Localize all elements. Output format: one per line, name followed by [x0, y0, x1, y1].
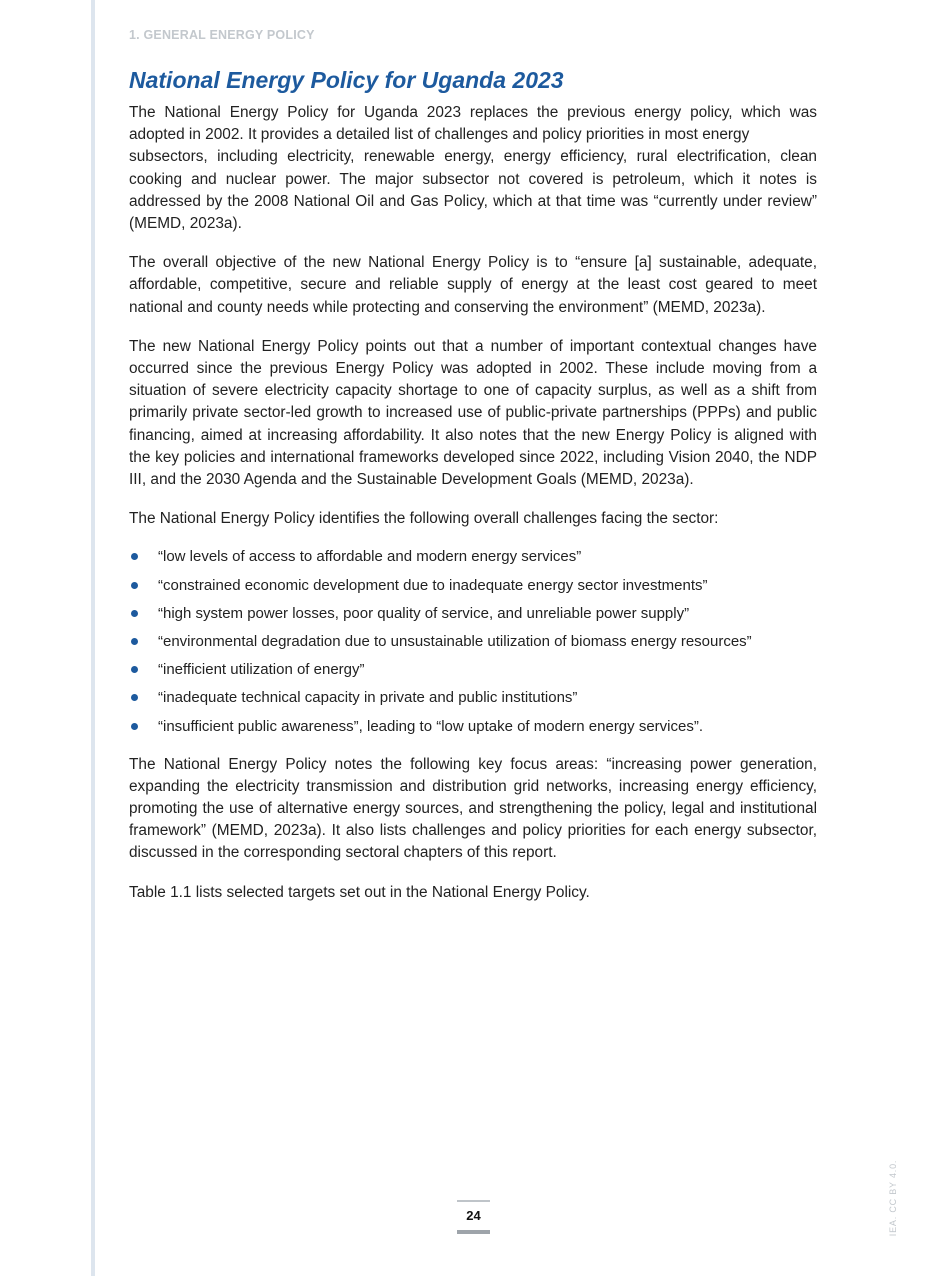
bullet-dot-icon: [131, 666, 138, 673]
bullet-dot-icon: [131, 694, 138, 701]
paragraph-challenges-intro: The National Energy Policy identifies the following overall challenges facing the sector:: [129, 510, 719, 528]
list-item: [129, 717, 817, 736]
bullet-dot-icon: [131, 610, 138, 617]
paragraph-intro-part-2: subsectors, including electricity, renewable energy, energy efficiency, rural electrification, clean cooking and nuclear power. The major subsector not covered is petroleum, which it notes is addressed by the 2008 National Oil and Gas Policy, which at that time was “currently under review” (MEMD, 2023a).: [129, 148, 817, 233]
challenges-list: [129, 547, 817, 735]
list-item-text: “environmental degradation due to unsustainable utilization of biomass energy resources”: [158, 633, 752, 651]
bullet-dot-icon: [131, 553, 138, 560]
paragraph-focus-areas: The National Energy Policy notes the following key focus areas: “increasing power generation, expanding the electricity transmission and distribution grid networks, increasing energy efficiency, promoting the use of alternative energy sources, and strengthening the policy, legal and institutional framework” (MEMD, 2023a). It also lists challenges and policy priorities for each energy subsector, discussed in the corresponding sectoral chapters of this report.: [129, 755, 817, 862]
list-item-text: “inadequate technical capacity in private and public institutions”: [158, 689, 578, 707]
list-item: [129, 660, 817, 679]
bullet-dot-icon: [131, 638, 138, 645]
list-item-text: “high system power losses, poor quality of service, and unreliable power supply”: [158, 604, 690, 622]
list-item-text: “low levels of access to affordable and modern energy services”: [158, 548, 582, 566]
list-item-text: “inefficient utilization of energy”: [158, 661, 365, 679]
bullet-dot-icon: [131, 582, 138, 589]
bullet-dot-icon: [131, 723, 138, 730]
list-item: [129, 547, 817, 566]
copyright-notice: IEA. CC BY 4.0.: [888, 1159, 898, 1237]
section-header: 1. GENERAL ENERGY POLICY: [129, 28, 315, 42]
list-item-text: “constrained economic development due to inadequate energy sector investments”: [158, 576, 708, 594]
list-item: [129, 576, 817, 595]
paragraph-contextual-changes: The new National Energy Policy points out that a number of important contextual changes have occurred since the previous Energy Policy was adopted in 2002. These include moving from a situation of severe electricity capacity shortage to one of capacity surplus, as well as a shift from primarily private sector-led growth to increased use of public-private partnerships (PPPs) and public financing, aimed at increasing affordability. It also notes that the new Energy Policy is aligned with the key policies and international frameworks developed since 2022, including Vision 2040, the NDP III, and the 2030 Agenda and the Sustainable Development Goals (MEMD, 2023a).: [129, 337, 817, 489]
paragraph-intro-part-1: The National Energy Policy for Uganda 2023 replaces the previous energy policy, which was adopted in 2002. It provides a detailed list of challenges and policy priorities in most energy: [129, 104, 817, 144]
paragraph-table-reference: Table 1.1 lists selected targets set out in the National Energy Policy.: [129, 883, 590, 901]
page-title: National Energy Policy for Uganda 2023: [129, 67, 564, 93]
left-margin-rule: [91, 0, 95, 1276]
list-item: [129, 688, 817, 707]
paragraph-intro: [129, 102, 817, 235]
list-item: [129, 632, 817, 651]
page-number: 24: [457, 1200, 490, 1234]
list-item-text: “insufficient public awareness”, leading to “low uptake of modern energy services”.: [158, 717, 703, 735]
page-content: [129, 64, 817, 921]
paragraph-objective: The overall objective of the new National Energy Policy is to “ensure [a] sustainable, adequate, affordable, competitive, secure and reliable supply of energy at the least cost geared to meet national and county needs while protecting and conserving the environment” (MEMD, 2023a).: [129, 254, 817, 316]
list-item: [129, 604, 817, 623]
